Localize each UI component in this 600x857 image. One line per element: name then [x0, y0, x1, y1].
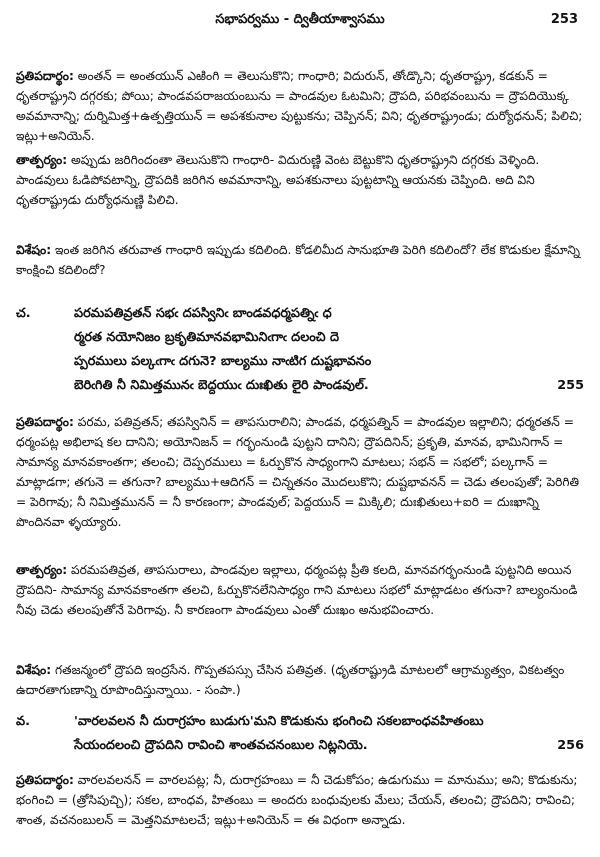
verse-number: 255 [557, 378, 584, 393]
verse-255 [16, 302, 584, 402]
verse-line: పరమపతివ్రతన్ సభఁ దపస్వినిఁ బాండవధర్మపత్నిఁ ధ [74, 306, 332, 321]
section-term: తాత్పర్యం: [16, 153, 68, 167]
meaning-1 [16, 150, 584, 210]
verse-marker: వ. [16, 714, 30, 729]
verse-line: బెరిఁగితి నీ నిమిత్తమునఁ బెద్దయుఁ దుఃఖితు లైరి పాండవుల్. [74, 378, 369, 393]
verse-marker: చ. [16, 306, 31, 321]
meaning-2 [16, 560, 584, 620]
page-number: 253 [550, 12, 578, 27]
verse-number: 256 [557, 738, 584, 753]
verse-line: ప్పరములు పల్కఁగాఁ దగునె? బాల్యము నాఁటిగ దుష్టభావనం [74, 354, 372, 369]
section-text: పరమపతివ్రత, తాపసురాలు, పాండవుల ఇల్లాలు, ధర్మంపట్ల ప్రీతి కలది, మానవగర్భంనుండి పుట్టనిది అయిన ద్రౌపదిని- సామాన్య మానవకాంతగా తలచి, ఓర్పుకొనలేనిసాధ్యం గాని మాటలు సభలో మాట్లాడటం తగునా? బాల్యంనుండి నీవు చెడు తలంపుతోనే పెరిగావు. నీ కారణంగా పాండవులు ఎంతో దుఃఖం అనుభవించారు. [16, 563, 578, 617]
word-meaning-3 [16, 770, 584, 830]
section-text: అంతన్ = అంతయున్ ఎఱింగి = తెలుసుకొని; గాంధారి; విదురున్, తోఁడ్కొని; ధృతరాష్ట్రు, కడకున్ = ధృతరాష్ట్రుని దగ్గరకు; పోయి; పాండవపరాజయంబును = పాండవుల ఓటమిని; ద్రౌపది, పరిభవంబును = ద్రౌపదియొక్క అవమానాన్ని; దుర్నిమిత్త+ఉత్పత్తియున్ = అపశకునాల పుట్టుకను; చెప్పినన్; విని; ధృతరాష్ట్రుండు; దుర్యోధనున్; పిలిచి; ఇట్లు+అనియెన్. [16, 69, 583, 143]
section-term: తాత్పర్యం: [16, 563, 68, 577]
verse-text: 'వారలవలన నీ దురాగ్రహం బుడుగు'మని కొడుకును భంగించి సకలబాంధవహితంబు సేయందలంచి ద్రౌపదిని రావించి శాంతవచనంబుల నిట్లనియె. [74, 714, 484, 753]
verse-256 [16, 710, 584, 758]
word-meaning-1 [16, 66, 584, 146]
note-2 [16, 660, 584, 700]
section-text: పరమ, పతివ్రతన్; తపస్వినిన్ = తాపసురాలిని; పాండవ, ధర్మపత్నిన్ = పాండవుల ఇల్లాలిని; ధర్మరతన్ = ధర్మంపట్ల అభిలాష కల దానిని; అయోనిజన్ = గర్భంనుండి పుట్టని దానిని; ద్రౌపదినిన్; ప్రకృతి, మానవ, భామినిగాన్ = సామాన్య మానవకాంతగా; తలంచి; దెప్పరములు = ఓర్పుకొన సాధ్యంగాని మాటలు; సభన్ = సభలో; పల్కగాన్ = మాట్లాడగా; తగునె = తగునా? బాల్యము+ఆదిగన్ = చిన్నతనం మొదలుకొని; దుష్టభావనన్ = చెడు తలంపుతో; పెరిగితి = పెరిగావు; నీ నిమిత్తమునన్ = నీ కారణంగా; పాండవుల్; పెద్దయున్ = మిక్కిలి; దుఃఖితులు+ఐరి = దుఃఖాన్ని పొందినవా ళ్ళయ్యారు. [16, 415, 580, 529]
section-text: ఇంత జరిగిన తరువాత గాంధారి ఇప్పుడు కదిలింది. కోడలిమీద సానుభూతి పెరిగి కదిలిందో? లేక కొడుకుల క్షేమాన్ని కాంక్షించి కదిలిందో? [16, 243, 580, 277]
verse-line: ర్మరత నయోనిజం బ్రకృతిమానవభామినిఁగాఁ దలంచి దె [74, 330, 340, 345]
word-meaning-2 [16, 412, 584, 532]
section-term: ప్రతిపదార్థం: [16, 773, 74, 787]
section-text: వారలవలనన్ = వారలపట్ల; నీ, దురాగ్రహంబు = నీ చెడుకోపం; ఉడుగుము = మానుము; అని; కొడుకును; భంగించి = (త్రోసిపుచ్చి); సకల, బాంధవ, హితంబు = అందరు బంధువులకు మేలు; చేయన్, తలంచి; ద్రౌపదిని; రావించి; శాంత, వచనంబులన్ = మెత్తనిమాటలచే; ఇట్లు+అనియెన్ = ఈ విధంగా అన్నాడు. [16, 773, 578, 827]
section-term: విశేషం: [16, 663, 52, 677]
section-text: అప్పుడు జరిగిందంతా తెలుసుకొని గాంధారి- విదురుణ్ణి వెంట బెట్టుకొని ధృతరాష్ట్రుని దగ్గరకు వెళ్ళింది. పాండవులు ఓడిపోవటాన్ని, ద్రౌపదికి జరిగిన అవమానాన్ని, అపశకునాలు పుట్టటాన్ని ఆయనకు చెప్పింది. అది విని ధృతరాష్ట్రుడు దుర్యోధనుణ్ణి పిలిచి. [16, 153, 540, 207]
section-text: గతజన్మంలో ద్రౌపది ఇంద్రసేన. గొప్పతపస్సు చేసిన పతివ్రత. (ధృతరాష్ట్రుడి మాటలలో ఆగ్రామ్యత్వం, వికటత్వం ఉదారతాగుణాన్ని రూపొందిస్తున్నాయి. - సంపా.) [16, 663, 565, 697]
verse-lines [74, 302, 524, 398]
section-term: విశేషం: [16, 243, 52, 257]
running-title: సభాపర్వము - ద్వితీయాశ్వాసము [215, 12, 385, 27]
note-1 [16, 240, 584, 280]
page-header [0, 8, 600, 34]
section-term: ప్రతిపదార్థం: [16, 415, 74, 429]
section-term: ప్రతిపదార్థం: [16, 69, 74, 83]
